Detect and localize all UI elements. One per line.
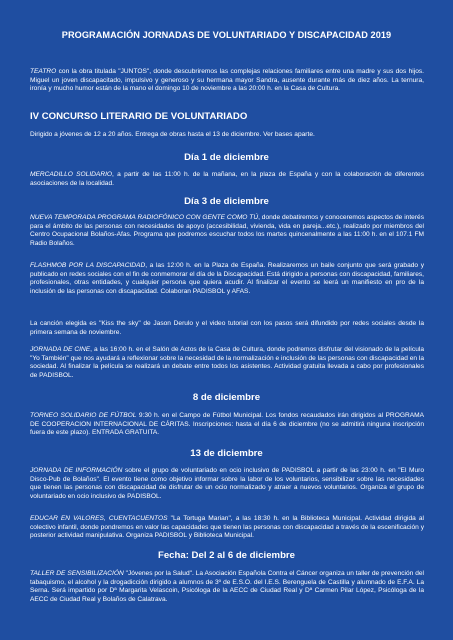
dia13-cuentacuentos-paragraph: [30, 515, 424, 541]
dia13-info-paragraph: [30, 467, 424, 501]
dia3-flashmob-paragraph: [30, 262, 424, 296]
dia8-paragraph: [30, 412, 424, 438]
dia1-heading: Día 1 de diciembre: [184, 152, 269, 163]
dia3-radio-text: , donde debatiremos y conoceremos aspectos de interés para el ámbito de las personas con necesidades de apoyo (accesibilidad, vivienda, vida en pareja...etc.), realizado por miembros del Centro Ocupacional Bolaños-Afas. Programa que podremos escuchar todos los martes quincenalmente a las 11:00 h. en el 107.1 FM Radio Bolaños.: [30, 214, 424, 247]
dia3-cine-lead: JORNADA DE CINE: [30, 346, 91, 353]
fecha-paragraph: [30, 570, 424, 604]
dia3-radio-lead: NUEVA TEMPORADA PROGRAMA RADIOFÓNICO CON GENTE COMO TÚ: [30, 214, 259, 221]
teatro-paragraph: [30, 68, 424, 94]
concurso-heading: IV CONCURSO LITERARIO DE VOLUNTARIADO: [30, 111, 248, 122]
dia1-text: , a partir de las 11:00 h. de la mañana, en la plaza de España y con la colaboración de diferentes asociaciones de la localidad.: [30, 171, 424, 187]
dia13-info-text: sobre el grupo de voluntariado en ocio inclusivo de PADISBOL a partir de las 23:00 h. en "El Muro Disco-Pub de Bolaños". El evento tiene como objetivo informar sobre la labor de los voluntarios, sensibilizar sobre las necesidades que tienen las personas con discapacidad de disfrutar de un ocio normalizado y atraer a nuevos voluntarios. Organiza el grupo de voluntariado en ocio inclusivo de PADISBOL.: [30, 467, 424, 500]
teatro-text: con la obra titulada "JUNTOS", donde descubriremos las complejas relaciones familiares entre una madre y sus dos hijos. Miguel un joven discapacitado, impulsivo y generoso y su hermana mayor Sandra, ausente durante más de diez años. La ternura, ironía y mucho humor están de la mano el domingo 10 de noviembre a las 20:00 h. en la Casa de Cultura.: [30, 68, 424, 93]
dia13-heading: 13 de diciembre: [190, 448, 263, 459]
dia3-radio-paragraph: [30, 214, 424, 248]
dia3-cine-paragraph: [30, 346, 424, 380]
teatro-lead: TEATRO: [30, 68, 57, 75]
dia13-info-lead: JORNADA DE INFORMACIÓN: [30, 467, 123, 474]
dia13-cuentacuentos-lead: EDUCAR EN VALORES, CUENTACUENTOS: [30, 515, 168, 522]
dia8-heading: 8 de diciembre: [192, 392, 261, 403]
dia3-flashmob-text: , a las 12:00 h. en la Plaza de España. Realizaremos un baile conjunto que será grabado y publicado en redes sociales con el fin de conmemorar el día de la Discapacidad. Está dirigido a personas con discapacidad, familiares, profesionales, otras entidades, y cualquier persona que quiera acudir. Al finalizar el evento se leerá un manifiesto en pro de la inclusión de las personas con discapacidad. Colaboran PADISBOL y AFAS.: [30, 262, 425, 295]
dia8-lead: TORNEO SOLIDARIO DE FÚTBOL: [30, 412, 137, 419]
dia3-flashmob-lead: FLASHMOB POR LA DISCAPACIDAD: [30, 262, 146, 269]
dia8-text: 9:30 h. en el Campo de Fútbol Municipal. Los fondos recaudados irán dirigidos al PROGRAMA DE COOPERACION INTERNACIONAL DE CÁRITAS. Inscripciones: hasta el día 6 de diciembre (no se admitirá ninguna inscripción fuera de este plazo). ENTRADA GRATUITA.: [30, 412, 424, 437]
dia3-heading: Día 3 de diciembre: [184, 196, 269, 207]
concurso-text: Dirigido a jóvenes de 12 a 20 años. Entrega de obras hasta el 13 de diciembre. Ver bases aparte.: [30, 131, 315, 138]
fecha-lead: TALLER DE SENSIBILIZACIÓN: [30, 570, 124, 577]
dia3-song-paragraph: La canción elegida es "Kiss the sky" de Jason Derulo y el video tutorial con los pasos será difundido por redes sociales desde la primera semana de noviembre.: [30, 320, 424, 336]
fecha-text: "Jóvenes por la Salud". La Asociación Española Contra el Cáncer organiza un taller de prevención del tabaquismo, el alcohol y la drogadicción dirigido a alumnos de 3º de E.S.O. del I.E.S. Berenguela de Castilla y alumnado de E.F.A. La Serna. Será impartido por Dª Margarita Velascoin, Psicóloga de la AECC de Ciudad Real y Dª Carmen Pilar López, Psicóloga de la AECC de Ciudad Real y Bolaños de Calatrava.: [30, 570, 424, 603]
dia1-paragraph: [30, 171, 424, 188]
fecha-heading: Fecha: Del 2 al 6 de diciembre: [157, 550, 296, 561]
dia3-cine-text: , a las 16:00 h. en el Salón de Actos de la Casa de Cultura, donde podremos disfrutar del visionado de la película "Yo También" que nos ayudará a reflexionar sobre la necesidad de la normalización e inclusión de las personas con discapacidad en la sociedad. Al finalizar la película se realizará un debate entre todos los asistentes. Actividad gratuita llevada a cabo por profesionales de PADISBOL.: [30, 346, 424, 379]
dia13-cuentacuentos-text: "La Tortuga Marian", a las 18:30 h. en la Biblioteca Municipal. Actividad dirigida al colectivo infantil, donde pondremos en valor las capacidades que tienen las personas con discapacidad a través de la escenificación y posterior actividad manipulativa. Organiza PADISBOL y Biblioteca Municipal.: [30, 515, 424, 540]
page-title: PROGRAMACIÓN JORNADAS DE VOLUNTARIADO Y DISCAPACIDAD 2019: [61, 30, 392, 40]
dia1-lead: MERCADILLO SOLIDARIO: [30, 171, 113, 178]
